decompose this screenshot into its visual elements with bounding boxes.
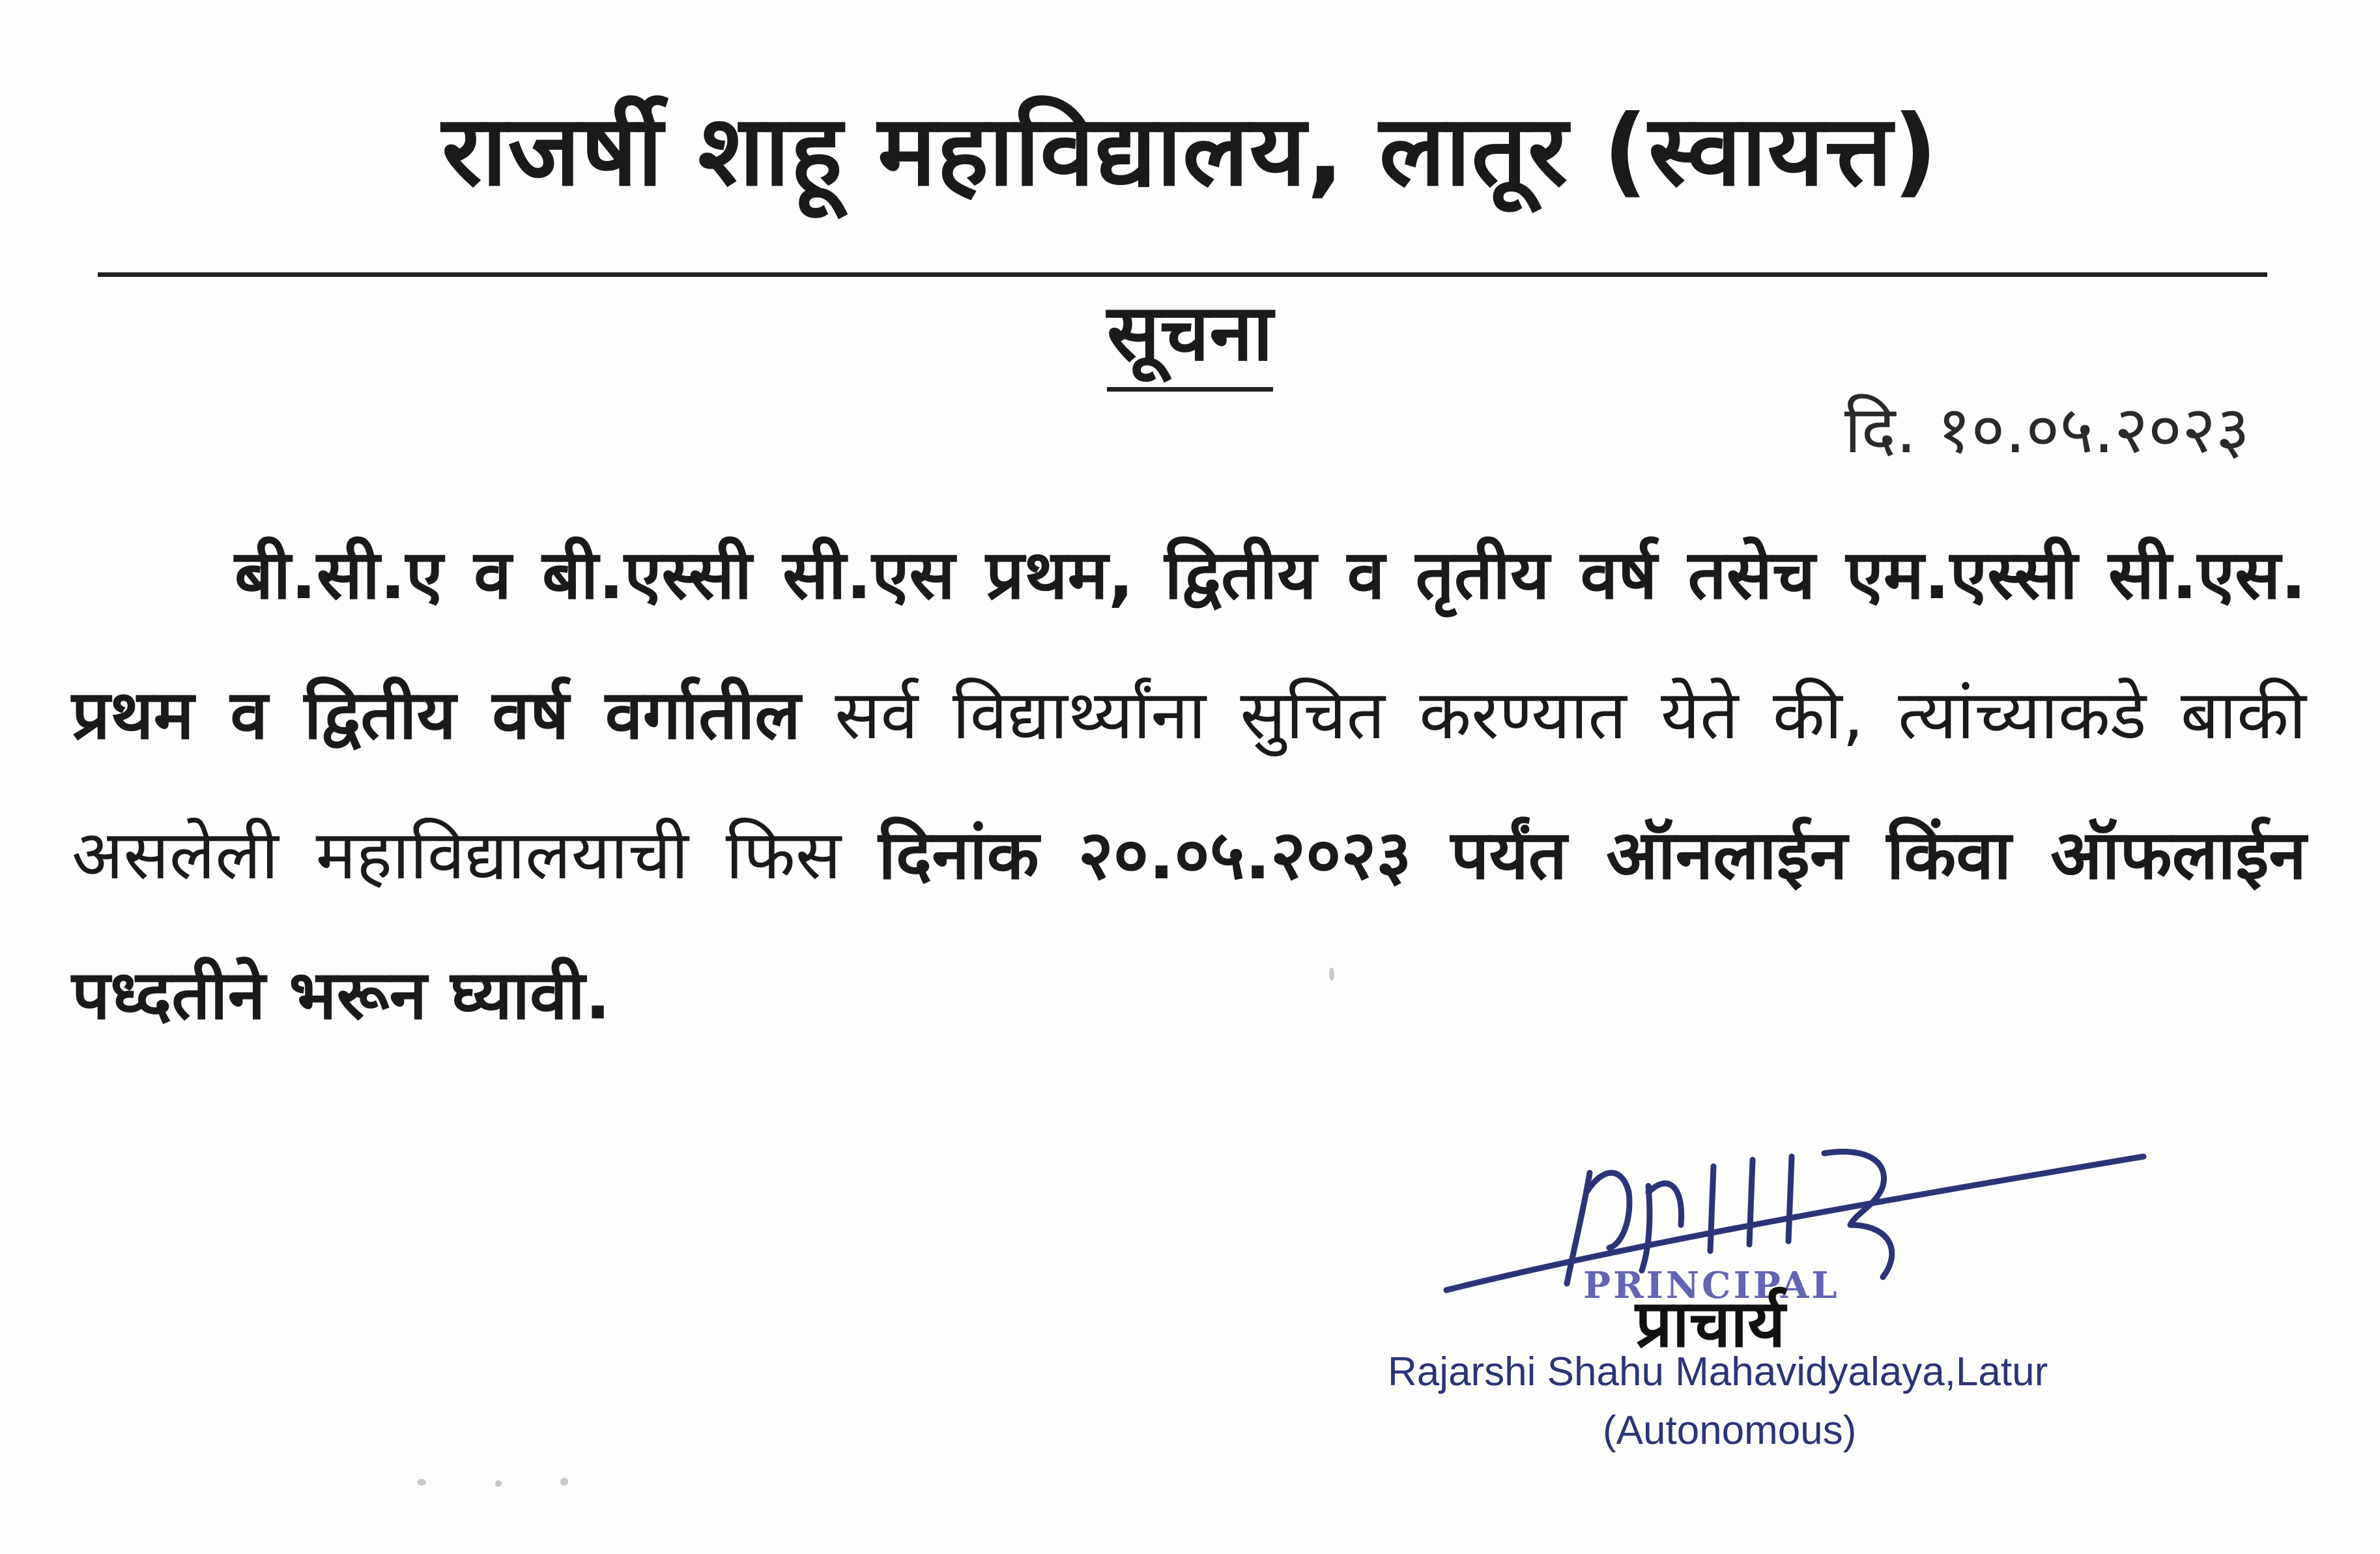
- notice-body-bold-deadline: दिनांक २०.०५.२०२३ पर्यंत ऑनलाईन किंवा ऑफलाईन पध्दतीने भरून घ्यावी.: [72, 815, 2306, 1035]
- notice-heading: [0, 287, 2380, 392]
- college-name: राजर्षी शाहू महाविद्यालय, लातूर (स्वायत्त): [442, 94, 1938, 208]
- stamp-principal-english: PRINCIPAL: [1583, 1264, 1840, 1307]
- scan-speck: [1329, 968, 1334, 981]
- notice-body-bold-intro: बी.सी.ए व बी.एस्सी सी.एस प्रथम, द्वितीय व तृतीय वर्ष तसेच एम.एस्सी सी.एस. प्रथम व द्वितीय वर्ष वर्गातील: [72, 535, 2306, 755]
- stamp-college-name: Rajarshi Shahu Mahavidyalaya,Latur: [1388, 1349, 2048, 1394]
- notice-body: [72, 505, 2306, 1065]
- scan-speck: [417, 1479, 426, 1486]
- scan-speck: [495, 1480, 502, 1487]
- notice-date: दि. १०.०५.२०२३: [1844, 392, 2250, 468]
- stamp-principal-marathi: प्राचार्य: [1635, 1286, 1786, 1362]
- header-divider: [98, 272, 2267, 277]
- stamp-autonomous: (Autonomous): [1603, 1408, 1857, 1453]
- notice-heading-text: सूचना: [1107, 287, 1273, 392]
- notice-body-regular: सर्व विद्यार्थ्यांना सुचित करण्यात येते की, त्यांच्याकडे बाकी असलेली महाविद्यालयाची फिस: [72, 675, 2306, 895]
- scan-speck: [560, 1478, 568, 1486]
